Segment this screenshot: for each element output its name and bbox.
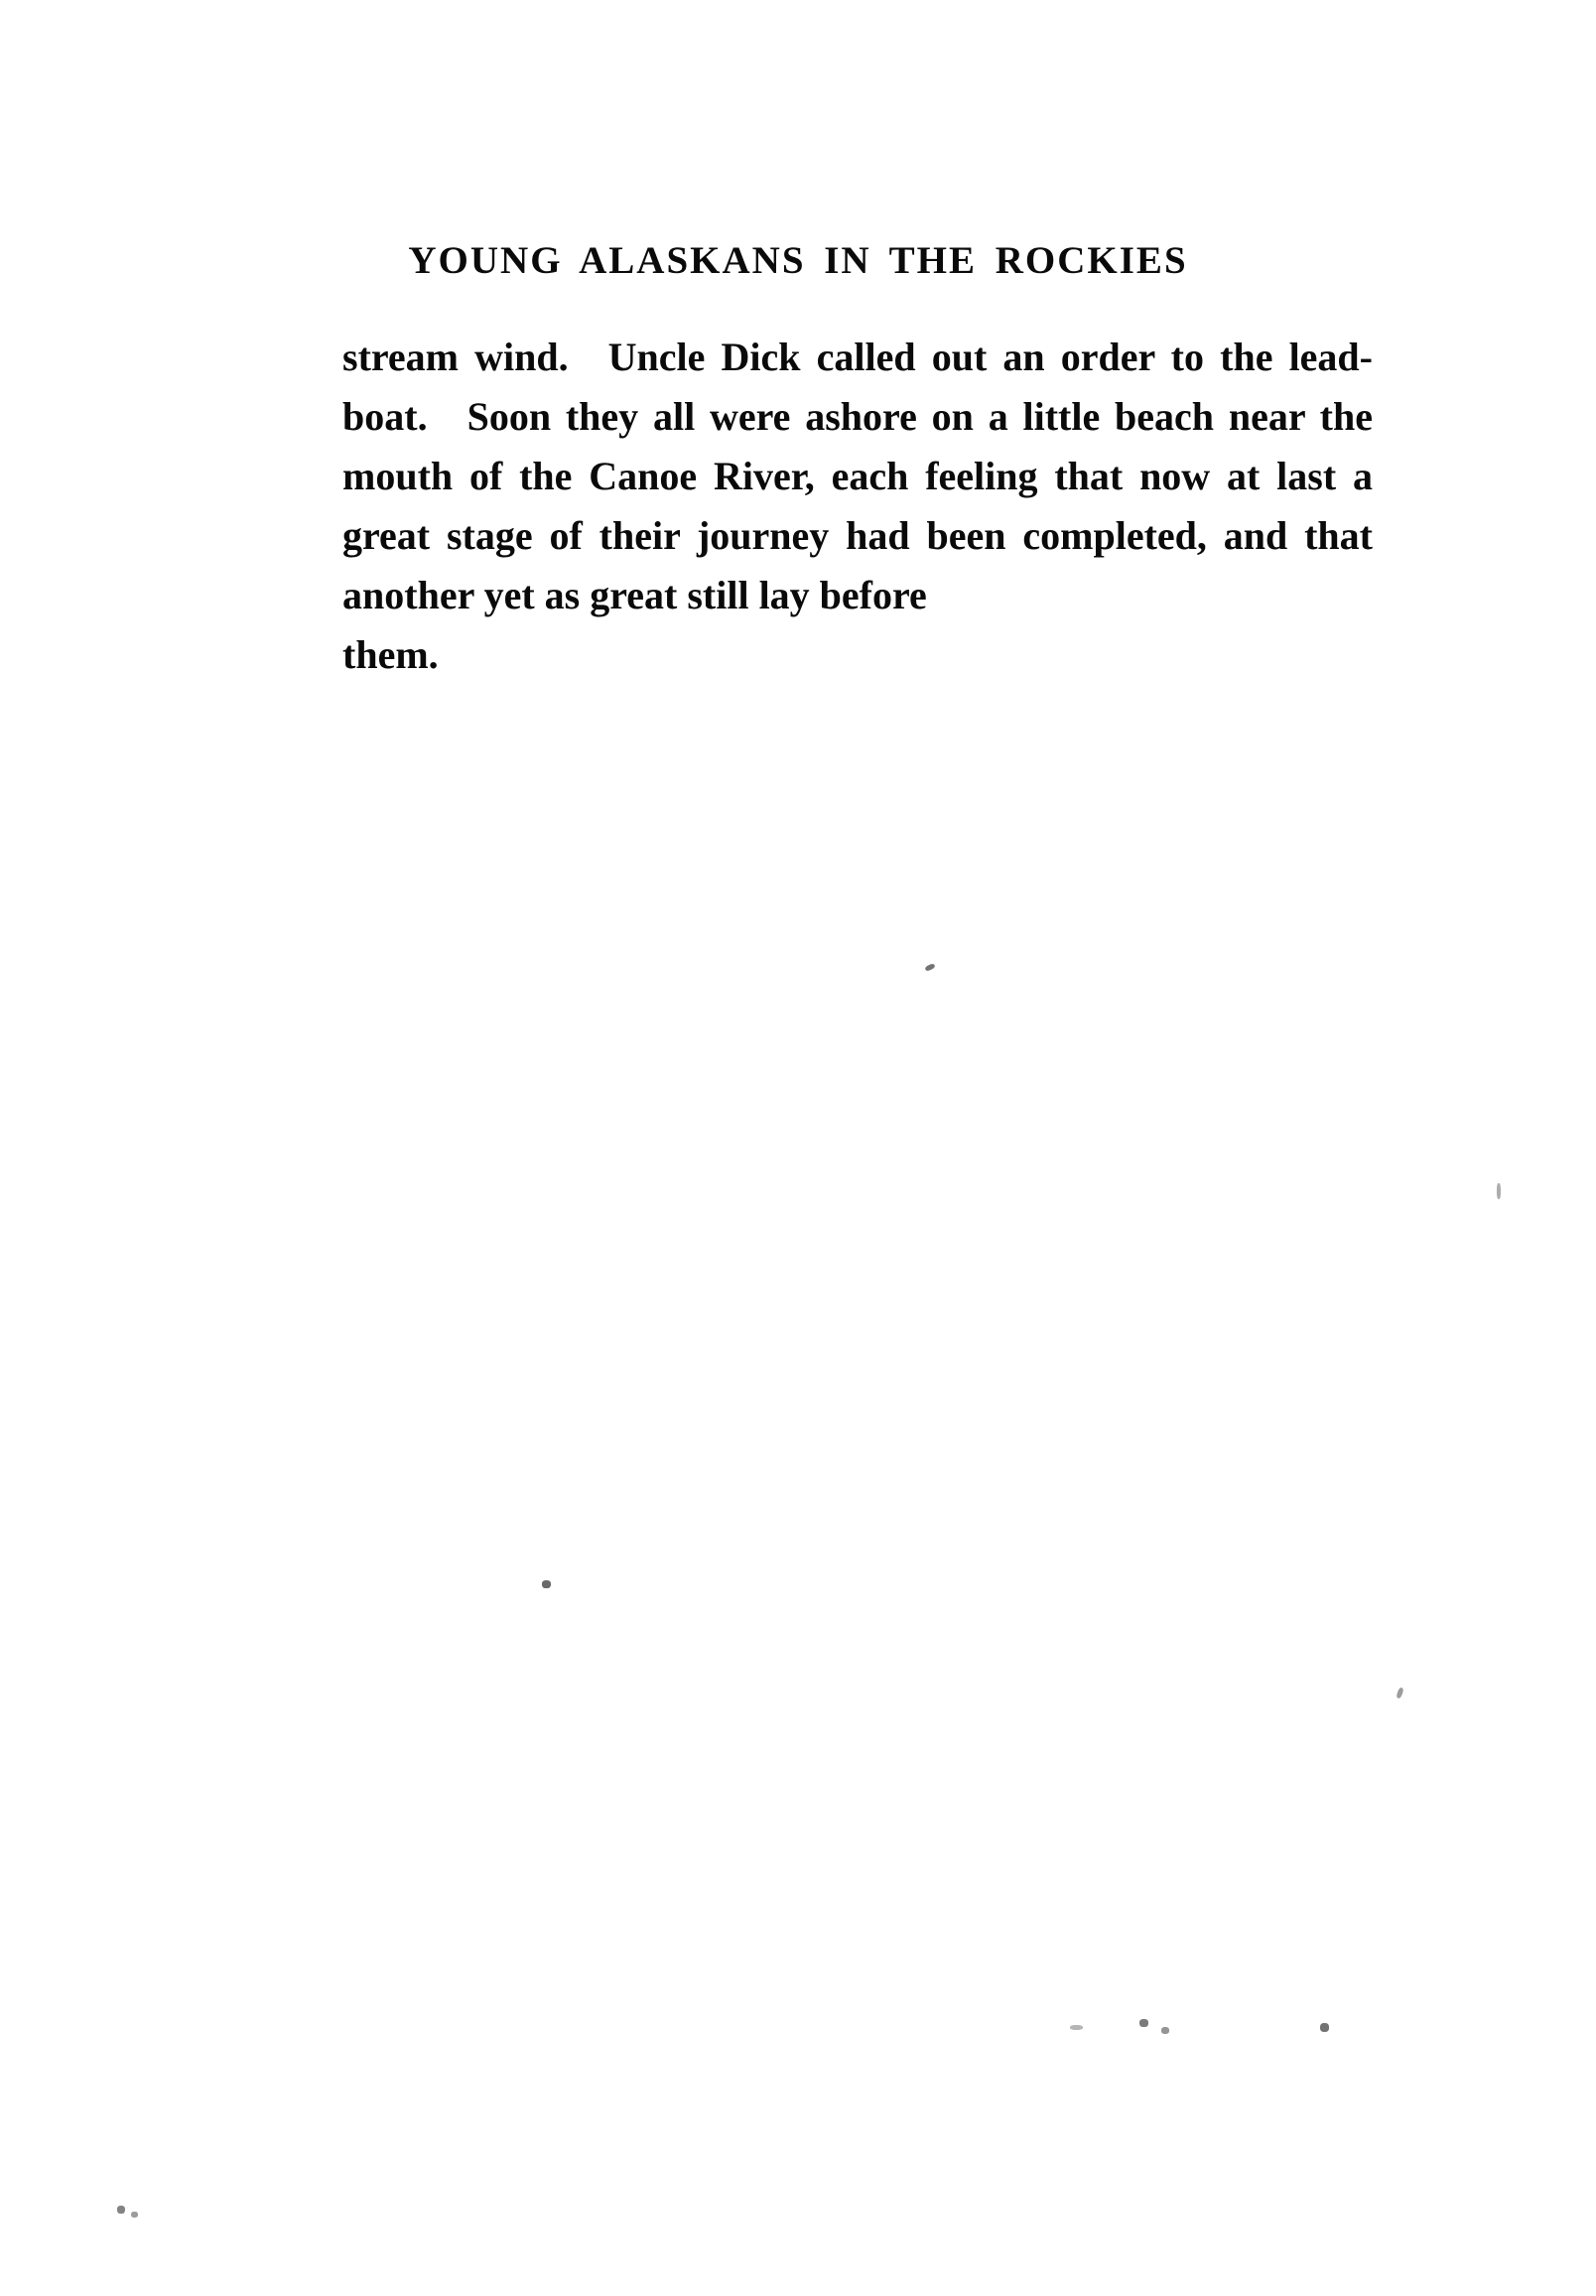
scan-speck [1396,1687,1403,1698]
scan-speck [1497,1183,1501,1199]
page-running-head: YOUNG ALASKANS IN THE ROCKIES [408,239,1188,282]
scan-speck [1070,2025,1083,2030]
scan-speck [1139,2019,1148,2027]
body-paragraph: stream wind. Uncle Dick called out an order to the lead-boat. Soon they all were ashore on a little beach near the mouth of the Canoe River, each feeling that now at last a great stage of their journey had been completed, and that another yet as great still lay before [342,335,1373,617]
scan-speck [117,2206,125,2214]
scan-speck [1161,2027,1169,2034]
scan-speck [924,963,935,972]
body-paragraph-last-line: them. [342,632,439,677]
scan-speck [542,1580,551,1588]
scan-speck [131,2212,138,2218]
body-text-block [342,328,1373,685]
scan-speck [1320,2023,1329,2032]
